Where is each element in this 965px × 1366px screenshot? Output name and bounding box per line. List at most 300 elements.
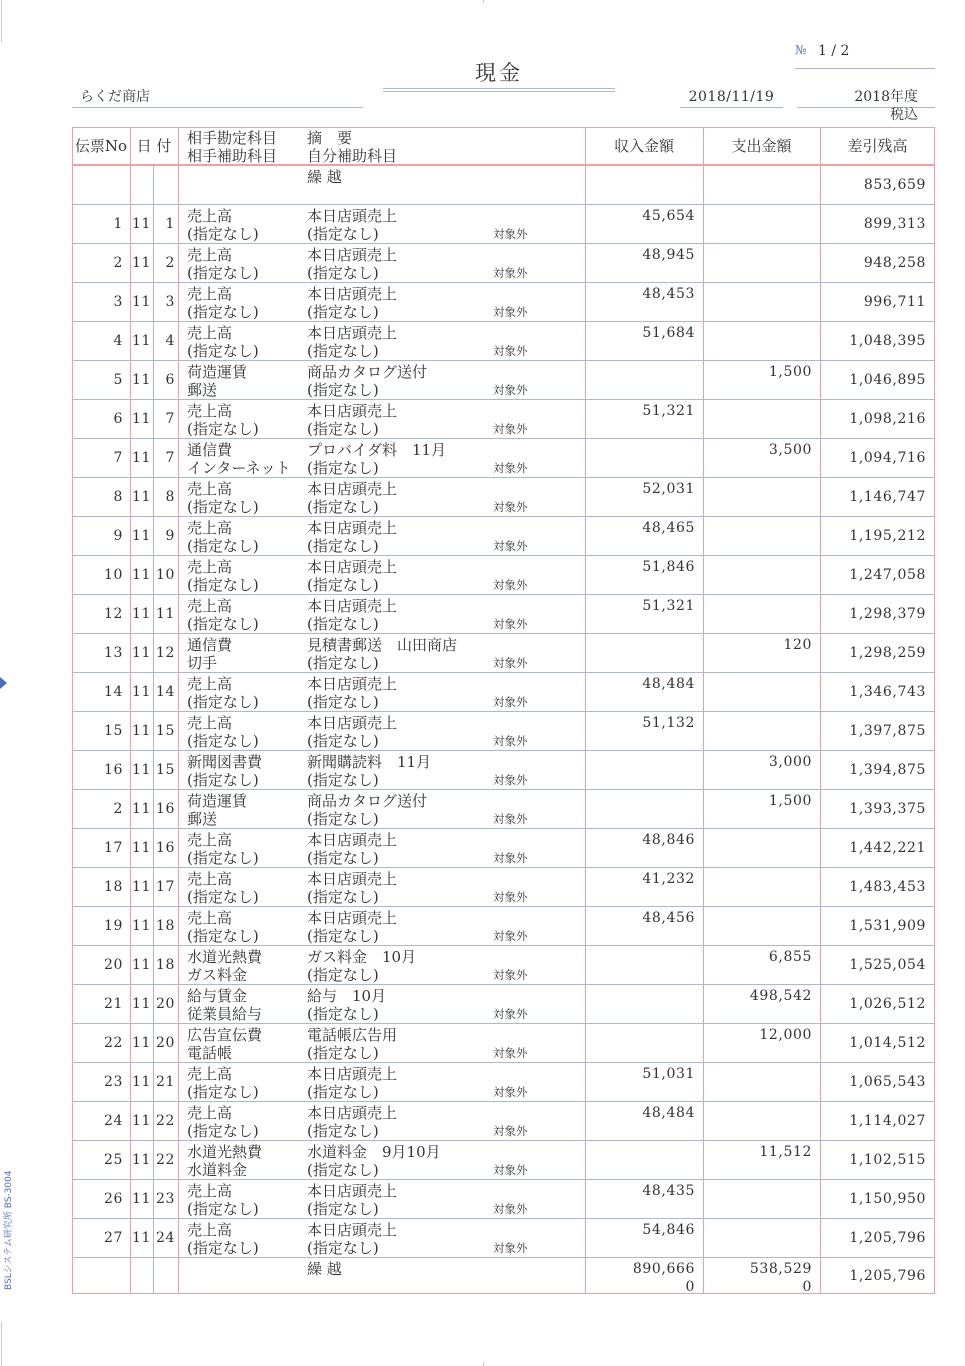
tax-category: 対象外 [493, 734, 528, 748]
running-balance: 1,298,379 [849, 606, 926, 622]
entry-day: 14 [155, 684, 175, 700]
description: ガス料金 10月 [307, 948, 417, 966]
own-sub-account: (指定なし) [307, 420, 379, 438]
tax-category: 対象外 [493, 617, 528, 631]
running-balance: 1,394,875 [849, 762, 926, 778]
income-amount: 54,846 [642, 1222, 695, 1238]
running-balance: 1,065,543 [849, 1074, 926, 1090]
counter-account: 売上高 [187, 1104, 233, 1122]
tax-category: 対象外 [493, 773, 528, 787]
header-slip-no: 伝票No [74, 137, 128, 155]
tax-category: 対象外 [493, 305, 528, 319]
counter-account: 売上高 [187, 285, 233, 303]
description: 本日店頭売上 [307, 1104, 398, 1122]
entry-day: 11 [155, 606, 175, 622]
counter-account: 売上高 [187, 519, 233, 537]
entry-month: 11 [131, 1035, 151, 1051]
counter-account: 広告宣伝費 [187, 1026, 263, 1044]
expense-amount: 12,000 [759, 1027, 812, 1043]
cash-ledger-table [72, 127, 935, 1294]
slip-number: 2 [113, 801, 123, 817]
counter-account: 売上高 [187, 597, 233, 615]
counter-sub-account: ガス料金 [187, 966, 248, 984]
counter-account: 売上高 [187, 207, 233, 225]
running-balance: 1,531,909 [849, 918, 926, 934]
page-number-rule [795, 68, 935, 69]
tax-category: 対象外 [493, 266, 528, 280]
header-expense: 支出金額 [731, 137, 792, 155]
tax-category: 対象外 [493, 968, 528, 982]
own-sub-account: (指定なし) [307, 615, 379, 633]
description: 本日店頭売上 [307, 558, 398, 576]
counter-sub-account: (指定なし) [187, 615, 259, 633]
entry-day: 4 [165, 333, 175, 349]
entry-month: 11 [131, 1152, 151, 1168]
tax-category: 対象外 [493, 383, 528, 397]
company-name: らくだ商店 [80, 89, 150, 105]
page-number: 1 / 2 [818, 43, 850, 59]
tax-category: 対象外 [493, 1046, 528, 1060]
header-counter-account: 相手勘定科目 [187, 129, 278, 147]
entry-day: 16 [155, 801, 175, 817]
description: 本日店頭売上 [307, 285, 398, 303]
own-sub-account: (指定なし) [307, 1161, 379, 1179]
slip-number: 17 [103, 840, 123, 856]
entry-month: 11 [131, 372, 151, 388]
tax-category: 対象外 [493, 1007, 528, 1021]
entry-day: 12 [155, 645, 175, 661]
own-sub-account: (指定なし) [307, 303, 379, 321]
description: 本日店頭売上 [307, 246, 398, 264]
own-sub-account: (指定なし) [307, 537, 379, 555]
counter-sub-account: (指定なし) [187, 732, 259, 750]
own-sub-account: (指定なし) [307, 927, 379, 945]
entry-month: 11 [131, 333, 151, 349]
counter-account: 荷造運賃 [187, 792, 248, 810]
own-sub-account: (指定なし) [307, 1200, 379, 1218]
counter-sub-account: (指定なし) [187, 1239, 259, 1257]
slip-number: 26 [103, 1191, 123, 1207]
running-balance: 1,046,895 [849, 372, 926, 388]
own-sub-account: (指定なし) [307, 966, 379, 984]
description: 本日店頭売上 [307, 402, 398, 420]
counter-account: 売上高 [187, 246, 233, 264]
counter-sub-account: 郵送 [187, 381, 218, 399]
closing-expense-total: 538,529 [749, 1261, 812, 1277]
own-sub-account: (指定なし) [307, 810, 379, 828]
header-date: 日 付 [136, 137, 172, 155]
description: 本日店頭売上 [307, 597, 398, 615]
income-amount: 51,321 [642, 403, 695, 419]
entry-month: 11 [131, 1074, 151, 1090]
slip-number: 2 [113, 255, 123, 271]
counter-account: 売上高 [187, 324, 233, 342]
income-amount: 48,465 [642, 520, 695, 536]
expense-amount: 3,500 [768, 442, 812, 458]
counter-account: 売上高 [187, 1221, 233, 1239]
counter-account: 水道光熱費 [187, 1143, 263, 1161]
entry-day: 2 [165, 255, 175, 271]
entry-day: 24 [155, 1230, 175, 1246]
slip-number: 6 [113, 411, 123, 427]
counter-account: 売上高 [187, 831, 233, 849]
own-sub-account: (指定なし) [307, 459, 379, 477]
entry-day: 15 [155, 762, 175, 778]
slip-number: 27 [103, 1230, 123, 1246]
entry-month: 11 [131, 840, 151, 856]
own-sub-account: (指定なし) [307, 498, 379, 516]
center-tick-top [483, 0, 484, 3]
entry-day: 18 [155, 957, 175, 973]
entry-day: 10 [155, 567, 175, 583]
expense-amount: 120 [783, 637, 812, 653]
counter-sub-account: (指定なし) [187, 1200, 259, 1218]
description: 本日店頭売上 [307, 324, 398, 342]
tax-category: 対象外 [493, 656, 528, 670]
slip-number: 22 [103, 1035, 123, 1051]
running-balance: 1,094,716 [849, 450, 926, 466]
header-balance: 差引残高 [847, 137, 908, 155]
entry-month: 11 [131, 567, 151, 583]
own-sub-account: (指定なし) [307, 225, 379, 243]
entry-month: 11 [131, 489, 151, 505]
tax-category: 対象外 [493, 500, 528, 514]
entry-day: 7 [165, 450, 175, 466]
crop-mark-bottom-left [1, 1322, 2, 1366]
slip-number: 20 [103, 957, 123, 973]
description: プロバイダ料 11月 [307, 441, 447, 459]
counter-account: 売上高 [187, 558, 233, 576]
slip-number: 10 [103, 567, 123, 583]
counter-account: 給与賃金 [187, 987, 248, 1005]
income-amount: 51,321 [642, 598, 695, 614]
tax-category: 対象外 [493, 344, 528, 358]
counter-sub-account: (指定なし) [187, 498, 259, 516]
running-balance: 1,150,950 [849, 1191, 926, 1207]
entry-month: 11 [131, 450, 151, 466]
running-balance: 1,298,259 [849, 645, 926, 661]
expense-amount: 3,000 [768, 754, 812, 770]
entry-month: 11 [131, 762, 151, 778]
counter-sub-account: (指定なし) [187, 264, 259, 282]
description: 本日店頭売上 [307, 1065, 398, 1083]
entry-day: 18 [155, 918, 175, 934]
counter-sub-account: (指定なし) [187, 537, 259, 555]
tax-category: 対象外 [493, 890, 528, 904]
description: 商品カタログ送付 [307, 363, 428, 381]
description: 本日店頭売上 [307, 1221, 398, 1239]
entry-day: 20 [155, 1035, 175, 1051]
crop-mark-top-left [1, 0, 2, 42]
counter-sub-account: (指定なし) [187, 576, 259, 594]
entry-month: 11 [131, 294, 151, 310]
counter-account: 売上高 [187, 402, 233, 420]
entry-month: 11 [131, 255, 151, 271]
entry-day: 16 [155, 840, 175, 856]
slip-number: 16 [103, 762, 123, 778]
tax-category: 対象外 [493, 461, 528, 475]
description: 本日店頭売上 [307, 519, 398, 537]
counter-account: 荷造運賃 [187, 363, 248, 381]
income-amount: 51,684 [642, 325, 695, 341]
income-amount: 51,846 [642, 559, 695, 575]
entry-day: 20 [155, 996, 175, 1012]
description: 水道料金 9月10月 [307, 1143, 441, 1161]
own-sub-account: (指定なし) [307, 1044, 379, 1062]
opening-balance: 853,659 [863, 177, 926, 193]
running-balance: 899,313 [863, 216, 926, 232]
counter-sub-account: (指定なし) [187, 771, 259, 789]
slip-number: 4 [113, 333, 123, 349]
counter-account: 売上高 [187, 480, 233, 498]
counter-account: 通信費 [187, 636, 233, 654]
running-balance: 1,346,743 [849, 684, 926, 700]
expense-amount: 1,500 [768, 793, 812, 809]
tax-category: 対象外 [493, 422, 528, 436]
entry-month: 11 [131, 216, 151, 232]
tax-category: 対象外 [493, 1241, 528, 1255]
own-sub-account: (指定なし) [307, 1122, 379, 1140]
header-income: 収入金額 [613, 137, 674, 155]
tax-category: 対象外 [493, 227, 528, 241]
running-balance: 1,102,515 [849, 1152, 926, 1168]
entry-month: 11 [131, 1230, 151, 1246]
entry-month: 11 [131, 801, 151, 817]
slip-number: 21 [103, 996, 123, 1012]
running-balance: 1,393,375 [849, 801, 926, 817]
header-counter-sub-account: 相手補助科目 [187, 147, 278, 165]
counter-account: 新聞図書費 [187, 753, 263, 771]
expense-amount: 11,512 [759, 1144, 812, 1160]
counter-account: 売上高 [187, 1065, 233, 1083]
running-balance: 1,205,796 [849, 1230, 926, 1246]
entry-day: 3 [165, 294, 175, 310]
income-amount: 48,453 [642, 286, 695, 302]
counter-sub-account: (指定なし) [187, 303, 259, 321]
entry-month: 11 [131, 684, 151, 700]
income-amount: 52,031 [642, 481, 695, 497]
slip-number: 13 [103, 645, 123, 661]
running-balance: 996,711 [863, 294, 926, 310]
running-balance: 1,525,054 [849, 957, 926, 973]
own-sub-account: (指定なし) [307, 1005, 379, 1023]
own-sub-account: (指定なし) [307, 264, 379, 282]
income-amount: 51,031 [642, 1066, 695, 1082]
entry-day: 23 [155, 1191, 175, 1207]
description: 商品カタログ送付 [307, 792, 428, 810]
closing-income-sub: 0 [685, 1279, 695, 1295]
entry-day: 1 [165, 216, 175, 232]
description: 見積書郵送 山田商店 [307, 636, 458, 654]
slip-number: 24 [103, 1113, 123, 1129]
counter-sub-account: 従業員給与 [187, 1005, 263, 1023]
slip-number: 3 [113, 294, 123, 310]
entry-day: 17 [155, 879, 175, 895]
entry-month: 11 [131, 996, 151, 1012]
entry-month: 11 [131, 411, 151, 427]
company-rule [72, 107, 363, 108]
entry-day: 6 [165, 372, 175, 388]
tax-category: 対象外 [493, 1124, 528, 1138]
description: 新聞購読料 11月 [307, 753, 432, 771]
entry-day: 21 [155, 1074, 175, 1090]
counter-account: 売上高 [187, 714, 233, 732]
center-tick-bottom [483, 1362, 484, 1366]
description: 本日店頭売上 [307, 1182, 398, 1200]
entry-month: 11 [131, 645, 151, 661]
entry-day: 22 [155, 1113, 175, 1129]
slip-number: 5 [113, 372, 123, 388]
running-balance: 1,247,058 [849, 567, 926, 583]
counter-sub-account: (指定なし) [187, 1083, 259, 1101]
running-balance: 1,114,027 [849, 1113, 926, 1129]
counter-account: 通信費 [187, 441, 233, 459]
slip-number: 7 [113, 450, 123, 466]
counter-sub-account: (指定なし) [187, 927, 259, 945]
counter-sub-account: 郵送 [187, 810, 218, 828]
running-balance: 1,014,512 [849, 1035, 926, 1051]
counter-sub-account: (指定なし) [187, 1122, 259, 1140]
title-double-rule [383, 88, 615, 92]
description: 本日店頭売上 [307, 714, 398, 732]
entry-day: 22 [155, 1152, 175, 1168]
tax-category: 対象外 [493, 695, 528, 709]
slip-number: 25 [103, 1152, 123, 1168]
income-amount: 48,484 [642, 676, 695, 692]
ledger-title: 現金 [475, 61, 523, 85]
tax-category: 対象外 [493, 851, 528, 865]
page-number-mark: № [795, 43, 807, 57]
counter-sub-account: インターネット [187, 459, 291, 477]
own-sub-account: (指定なし) [307, 732, 379, 750]
counter-sub-account: (指定なし) [187, 693, 259, 711]
running-balance: 1,195,212 [849, 528, 926, 544]
description: 本日店頭売上 [307, 207, 398, 225]
running-balance: 1,026,512 [849, 996, 926, 1012]
own-sub-account: (指定なし) [307, 342, 379, 360]
closing-carryover-label: 繰 越 [307, 1260, 342, 1278]
counter-account: 売上高 [187, 870, 233, 888]
tax-category: 対象外 [493, 929, 528, 943]
slip-number: 15 [103, 723, 123, 739]
slip-number: 19 [103, 918, 123, 934]
slip-number: 18 [103, 879, 123, 895]
counter-sub-account: 水道料金 [187, 1161, 248, 1179]
counter-account: 売上高 [187, 1182, 233, 1200]
slip-number: 23 [103, 1074, 123, 1090]
income-amount: 48,435 [642, 1183, 695, 1199]
description: 給与 10月 [307, 987, 387, 1005]
counter-sub-account: (指定なし) [187, 225, 259, 243]
income-amount: 41,232 [642, 871, 695, 887]
entry-month: 11 [131, 918, 151, 934]
opening-carryover-label: 繰 越 [307, 168, 342, 186]
counter-sub-account: (指定なし) [187, 420, 259, 438]
counter-sub-account: 電話帳 [187, 1044, 233, 1062]
tax-category: 対象外 [493, 1085, 528, 1099]
income-amount: 48,484 [642, 1105, 695, 1121]
closing-balance: 1,205,796 [849, 1268, 926, 1284]
own-sub-account: (指定なし) [307, 654, 379, 672]
expense-amount: 6,855 [768, 949, 812, 965]
entry-month: 11 [131, 1113, 151, 1129]
income-amount: 48,945 [642, 247, 695, 263]
counter-sub-account: (指定なし) [187, 888, 259, 906]
income-amount: 51,132 [642, 715, 695, 731]
own-sub-account: (指定なし) [307, 576, 379, 594]
running-balance: 948,258 [863, 255, 926, 271]
entry-day: 7 [165, 411, 175, 427]
slip-number: 12 [103, 606, 123, 622]
slip-number: 14 [103, 684, 123, 700]
entry-month: 11 [131, 1191, 151, 1207]
own-sub-account: (指定なし) [307, 693, 379, 711]
counter-account: 売上高 [187, 909, 233, 927]
fiscal-year: 2018年度 [854, 89, 918, 105]
slip-number: 9 [113, 528, 123, 544]
tax-category: 対象外 [493, 1202, 528, 1216]
slip-number: 1 [113, 216, 123, 232]
description: 本日店頭売上 [307, 480, 398, 498]
tax-category: 対象外 [493, 539, 528, 553]
running-balance: 1,442,221 [849, 840, 926, 856]
closing-income-total: 890,666 [632, 1261, 695, 1277]
income-amount: 45,654 [642, 208, 695, 224]
entry-month: 11 [131, 723, 151, 739]
description: 本日店頭売上 [307, 675, 398, 693]
income-amount: 48,456 [642, 910, 695, 926]
entry-month: 11 [131, 879, 151, 895]
own-sub-account: (指定なし) [307, 1239, 379, 1257]
running-balance: 1,483,453 [849, 879, 926, 895]
header-own-sub-account: 自分補助科目 [307, 147, 398, 165]
own-sub-account: (指定なし) [307, 888, 379, 906]
date-rule [680, 107, 783, 108]
own-sub-account: (指定なし) [307, 771, 379, 789]
entry-day: 15 [155, 723, 175, 739]
running-balance: 1,098,216 [849, 411, 926, 427]
registration-triangle-icon [0, 677, 7, 689]
description: 本日店頭売上 [307, 909, 398, 927]
tax-mode: 税込 [890, 107, 918, 123]
entry-day: 9 [165, 528, 175, 544]
closing-expense-sub: 0 [802, 1279, 812, 1295]
description: 本日店頭売上 [307, 870, 398, 888]
entry-month: 11 [131, 957, 151, 973]
slip-number: 8 [113, 489, 123, 505]
publisher-code: BSLシステム研究所 BS-3004 [4, 1170, 14, 1290]
tax-category: 対象外 [493, 578, 528, 592]
income-amount: 48,846 [642, 832, 695, 848]
tax-category: 対象外 [493, 1163, 528, 1177]
table-frame [72, 127, 935, 1294]
own-sub-account: (指定なし) [307, 1083, 379, 1101]
entry-day: 8 [165, 489, 175, 505]
expense-amount: 1,500 [768, 364, 812, 380]
counter-sub-account: (指定なし) [187, 849, 259, 867]
print-date: 2018/11/19 [688, 89, 775, 105]
entry-month: 11 [131, 606, 151, 622]
expense-amount: 498,542 [749, 988, 812, 1004]
tax-category: 対象外 [493, 812, 528, 826]
description: 電話帳広告用 [307, 1026, 398, 1044]
running-balance: 1,146,747 [849, 489, 926, 505]
counter-sub-account: (指定なし) [187, 342, 259, 360]
counter-account: 売上高 [187, 675, 233, 693]
description: 本日店頭売上 [307, 831, 398, 849]
own-sub-account: (指定なし) [307, 849, 379, 867]
running-balance: 1,397,875 [849, 723, 926, 739]
